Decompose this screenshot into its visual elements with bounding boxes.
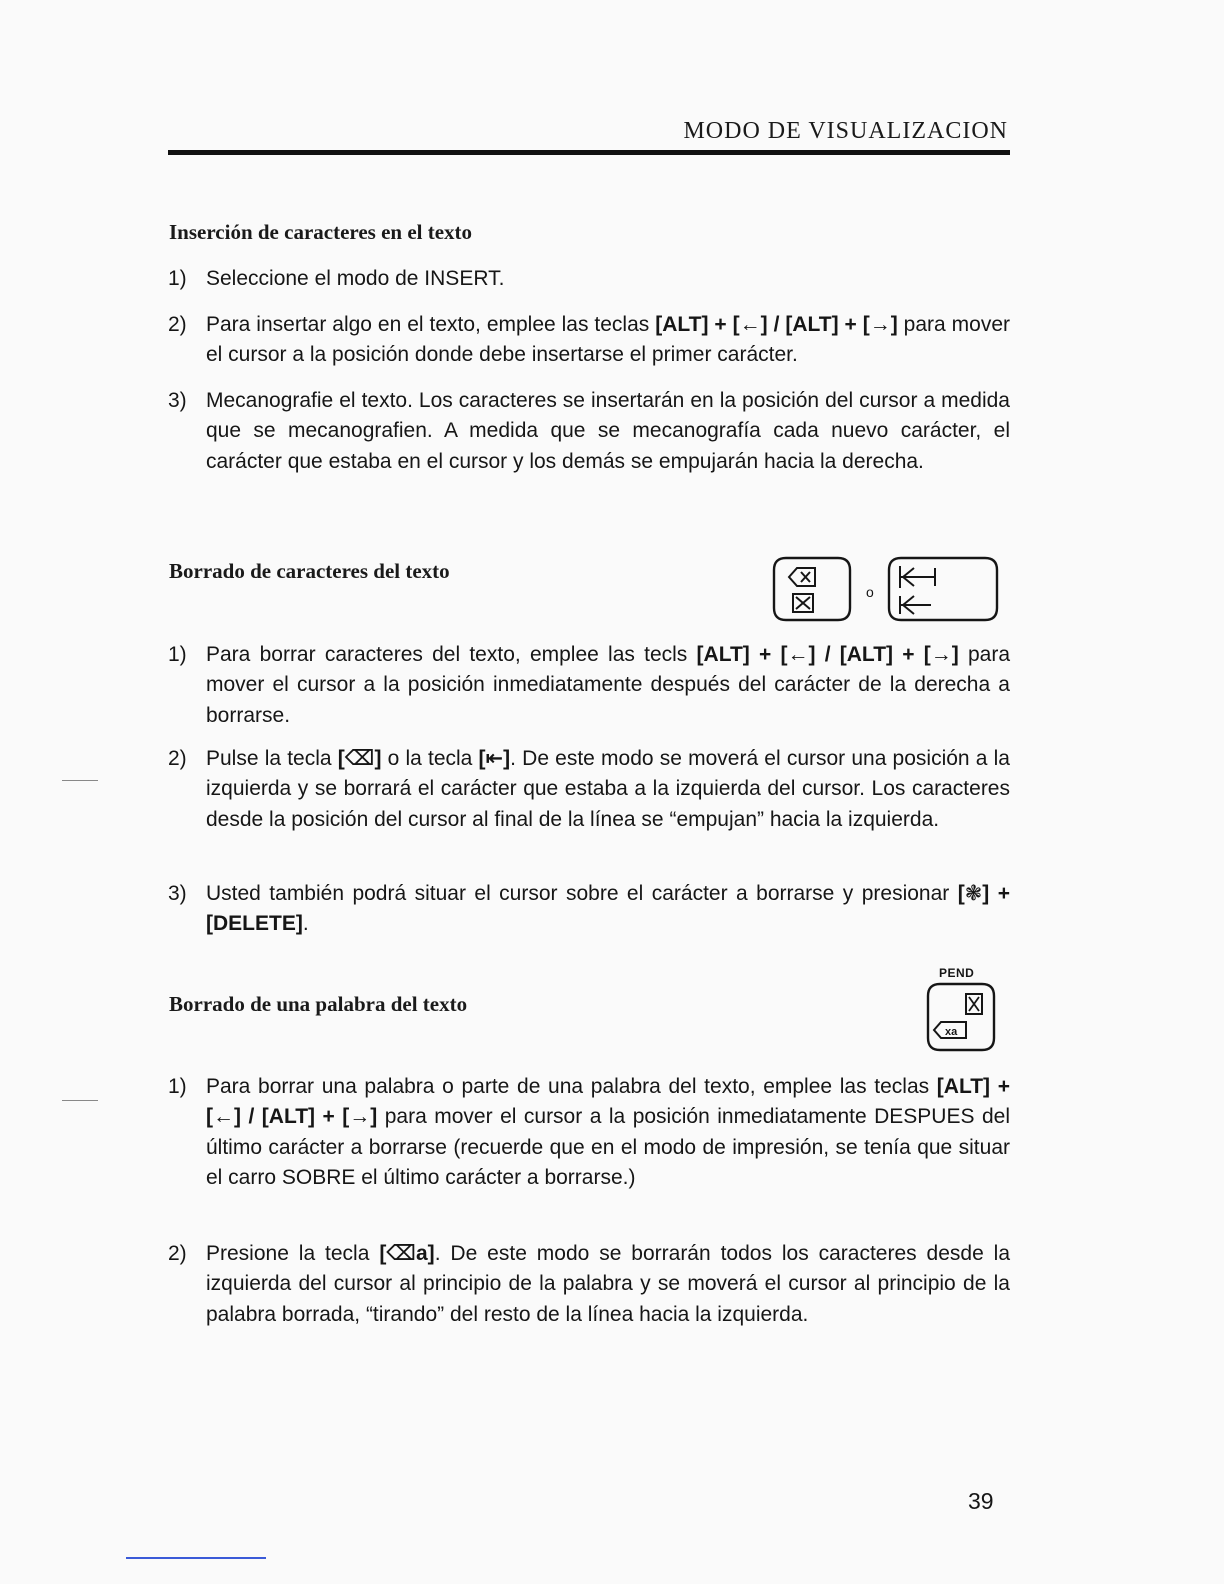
- list-item: [168, 744, 1010, 835]
- list-item: [168, 640, 1010, 731]
- list-item: [168, 386, 1010, 477]
- item-text: Para insertar algo en el texto, emplee las teclas [ALT] + [←] / [ALT] + [→] para mover el cursor a la posición donde debe insertarse el primer carácter.: [206, 313, 1010, 367]
- item-number: 1): [168, 267, 187, 290]
- item-number: 3): [168, 389, 187, 412]
- item-number: 2): [168, 313, 187, 336]
- item-number: 1): [168, 1075, 187, 1098]
- backspace-key-ref: [⌫]: [337, 747, 382, 770]
- item-text: Para borrar una palabra o parte de una palabra del texto, emplee las teclas [ALT] + [←] / [ALT] + [→] para mover el cursor a la posición inmediatamente DESPUES del último carácter a borrarse (recuerde que en el modo de impresión, se tenía que situar el carro SOBRE el último carácter a borrarse.): [206, 1075, 1010, 1189]
- backspace-key-icon: [772, 556, 852, 622]
- item-number: 3): [168, 882, 187, 905]
- item-text: Pulse la tecla [⌫] o la tecla [⇤]. De este modo se moverá el cursor una posición a la izquierda y se borrará el carácter que estaba a la izquierda del cursor. Los caracteres desde la posición del cursor al final de la línea se “empujan” hacia la izquierda.: [206, 747, 1010, 831]
- word-delete-key-icon: [926, 982, 996, 1054]
- item-text: Mecanografie el texto. Los caracteres se insertarán en la posición del cursor a medida que se mecanografien. A medida que se mecanografía cada nuevo carácter, el carácter que estaba en el cursor y los demás se empujarán hacia la derecha.: [206, 389, 1010, 473]
- list-item: [168, 1239, 1010, 1330]
- section-heading-char-delete: Borrado de caracteres del texto: [169, 559, 450, 583]
- key-combo: [❃] + [DELETE]: [206, 882, 1010, 936]
- tab-back-key-ref: [⇤]: [478, 747, 511, 770]
- key-combo: [ALT] + [←] / [ALT] + [→]: [696, 643, 959, 666]
- list-item: [168, 264, 1010, 294]
- item-text: Para borrar caracteres del texto, emplee las tecls [ALT] + [←] / [ALT] + [→] para mover el cursor a la posición inmediatamente después del carácter de la derecha a borrarse.: [206, 643, 1010, 727]
- key-combo: [ALT] + [←] / [ALT] + [→]: [206, 1075, 1010, 1129]
- item-text: Presione la tecla [⌫a]. De este modo se borrarán todos los caracteres desde la izquierda del cursor al principio de la palabra y se moverá el cursor al principio de la palabra borrada, “tirando” del resto de la línea hacia la izquierda.: [206, 1242, 1011, 1326]
- section-heading-insertion: Inserción de caracteres en el texto: [169, 220, 473, 244]
- item-text: Usted también podrá situar el cursor sobre el carácter a borrarse y presionar [❃] + [DELETE].: [206, 882, 1010, 936]
- key-connector-text: o: [866, 584, 874, 600]
- item-number: 1): [168, 643, 187, 666]
- header-rule: [168, 150, 1010, 155]
- page-number: 39: [968, 1488, 994, 1514]
- margin-mark: [62, 1100, 98, 1101]
- list-item: [168, 1072, 1010, 1193]
- svg-text:xa: xa: [945, 1026, 958, 1038]
- key-label: PEND: [939, 966, 975, 980]
- list-item: [168, 310, 1010, 371]
- section-heading-word-delete: Borrado de una palabra del texto: [169, 992, 468, 1016]
- key-combo: [ALT] + [←] / [ALT] + [→]: [655, 313, 898, 336]
- item-number: 2): [168, 1242, 187, 1265]
- bottom-link-underline: [126, 1557, 266, 1559]
- margin-mark: [62, 780, 98, 781]
- running-header: MODO DE VISUALIZACION: [683, 118, 1008, 144]
- word-delete-key-ref: [⌫a]: [379, 1242, 435, 1265]
- tab-back-key-icon: [887, 556, 999, 622]
- list-item: [168, 879, 1010, 940]
- item-text: Seleccione el modo de INSERT.: [206, 267, 505, 290]
- item-number: 2): [168, 747, 187, 770]
